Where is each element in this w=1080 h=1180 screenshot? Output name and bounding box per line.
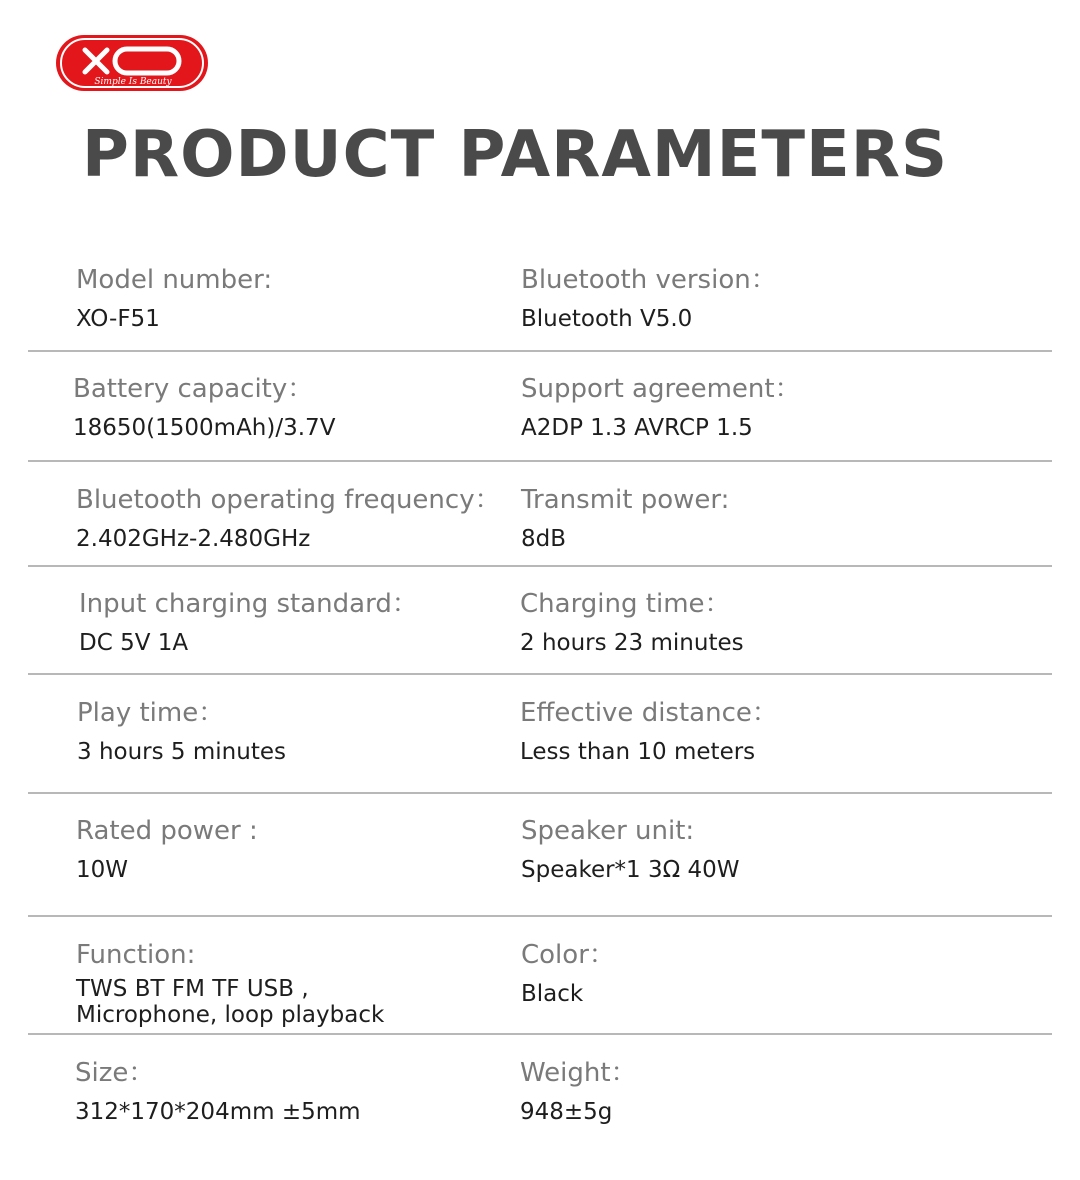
param-battery-capacity (73, 374, 335, 442)
param-value: Less than 10 meters (520, 739, 756, 765)
param-size (75, 1058, 361, 1126)
param-value: Black (521, 981, 584, 1007)
param-label: Color： (521, 940, 615, 970)
param-label: Support agreement： (521, 374, 801, 404)
param-effective-distance (520, 698, 778, 766)
param-label: Bluetooth operating frequency： (76, 485, 501, 515)
param-value: XO-F51 (76, 306, 160, 332)
param-label: Play time： (77, 698, 225, 728)
param-bluetooth-version (521, 265, 777, 333)
param-label: Rated power : (76, 816, 258, 846)
param-value: 312*170*204mm ±5mm (75, 1099, 361, 1125)
param-value: TWS BT FM TF USB , Microphone, loop playback (76, 976, 385, 1028)
param-label: Weight： (520, 1058, 637, 1088)
page-title: PRODUCT PARAMETERS (81, 118, 949, 192)
param-label: Model number: (76, 265, 273, 295)
param-value: 3 hours 5 minutes (77, 739, 286, 765)
param-label: Transmit power: (521, 485, 730, 515)
param-label: Charging time： (520, 589, 731, 619)
param-label: Battery capacity： (73, 374, 314, 404)
param-function (76, 940, 384, 1028)
param-value: 2.402GHz-2.480GHz (76, 526, 311, 552)
param-value: 2 hours 23 minutes (520, 630, 744, 656)
row-divider (28, 565, 1052, 567)
param-value: DC 5V 1A (79, 630, 189, 656)
row-divider (28, 350, 1052, 352)
param-operating-frequency (76, 485, 501, 553)
param-value: Bluetooth V5.0 (521, 306, 693, 332)
param-support-agreement (521, 374, 801, 442)
param-value: 10W (76, 857, 129, 883)
param-label: Effective distance： (520, 698, 778, 728)
row-divider (28, 792, 1052, 794)
param-weight (520, 1058, 637, 1126)
param-speaker-unit (521, 816, 740, 884)
brand-tagline: Simple Is Beauty (94, 77, 172, 87)
row-divider (28, 1033, 1052, 1035)
param-label: Size： (75, 1058, 155, 1088)
row-divider (28, 673, 1052, 675)
param-value: 8dB (521, 526, 567, 552)
param-input-charging (79, 589, 418, 657)
param-value: Speaker*1 3Ω 40W (521, 857, 740, 883)
row-divider (28, 915, 1052, 917)
row-divider (28, 460, 1052, 462)
param-value: A2DP 1.3 AVRCP 1.5 (521, 415, 753, 441)
param-label: Bluetooth version： (521, 265, 777, 295)
param-color (521, 940, 615, 1008)
param-value: 948±5g (520, 1099, 613, 1125)
param-label: Input charging standard： (79, 589, 418, 619)
param-label: Function: (76, 940, 196, 970)
param-label: Speaker unit: (521, 816, 695, 846)
param-value: 18650(1500mAh)/3.7V (73, 415, 336, 441)
param-model-number (76, 265, 272, 333)
param-transmit-power (521, 485, 729, 553)
param-rated-power (76, 816, 258, 884)
param-charging-time (520, 589, 744, 657)
param-play-time (77, 698, 286, 766)
